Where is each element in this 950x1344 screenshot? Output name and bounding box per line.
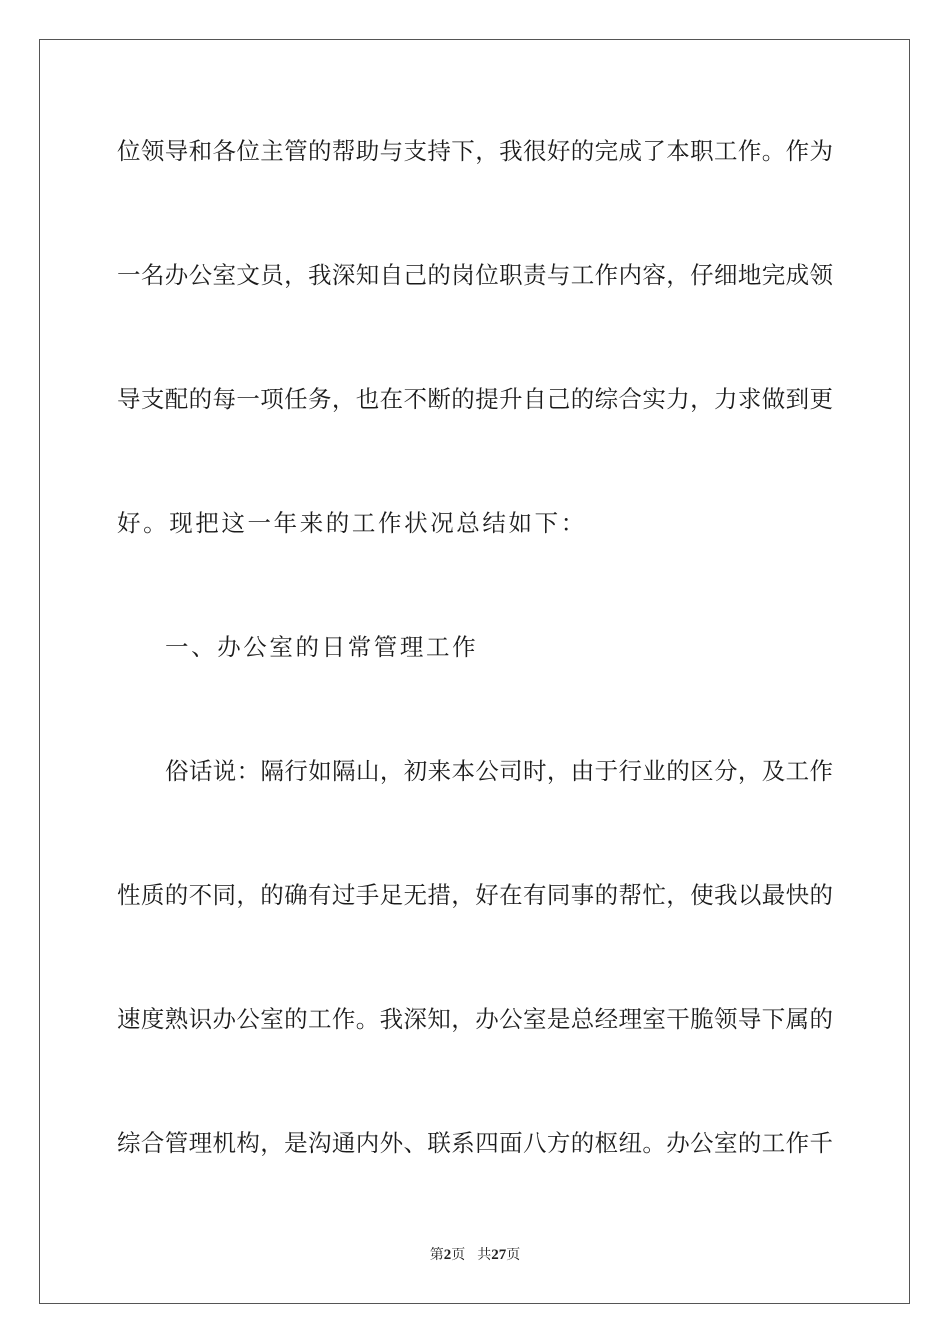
paragraph-line: 位领导和各位主管的帮助与支持下，我很好的完成了本职工作。作为 [117,137,833,165]
footer-page-prefix: 第 [429,1247,444,1263]
paragraph-line: 好。现把这一年来的工作状况总结如下： [117,509,587,537]
page-footer [0,1246,950,1264]
page-border [39,39,910,1304]
footer-total-prefix: 共 [477,1247,492,1263]
paragraph-line: 综合管理机构，是沟通内外、联系四面八方的枢纽。办公室的工作千 [117,1129,833,1157]
paragraph-line: 导支配的每一项任务，也在不断的提升自己的综合实力，力求做到更 [117,385,833,413]
paragraph-line: 速度熟识办公室的工作。我深知，办公室是总经理室干脆领导下属的 [117,1005,833,1033]
paragraph-line: 俗话说：隔行如隔山，初来本公司时，由于行业的区分，及工作 [165,757,833,785]
footer-page-number: 2 [443,1247,452,1263]
footer-total-pages: 27 [491,1247,507,1263]
footer-page-unit: 页 [451,1247,466,1263]
section-heading: 一、办公室的日常管理工作 [165,633,479,661]
paragraph-line: 性质的不同，的确有过手足无措，好在有同事的帮忙，使我以最快的 [117,881,833,909]
paragraph-line: 一名办公室文员，我深知自己的岗位职责与工作内容，仔细地完成领 [117,261,833,289]
footer-total-unit: 页 [506,1247,521,1263]
